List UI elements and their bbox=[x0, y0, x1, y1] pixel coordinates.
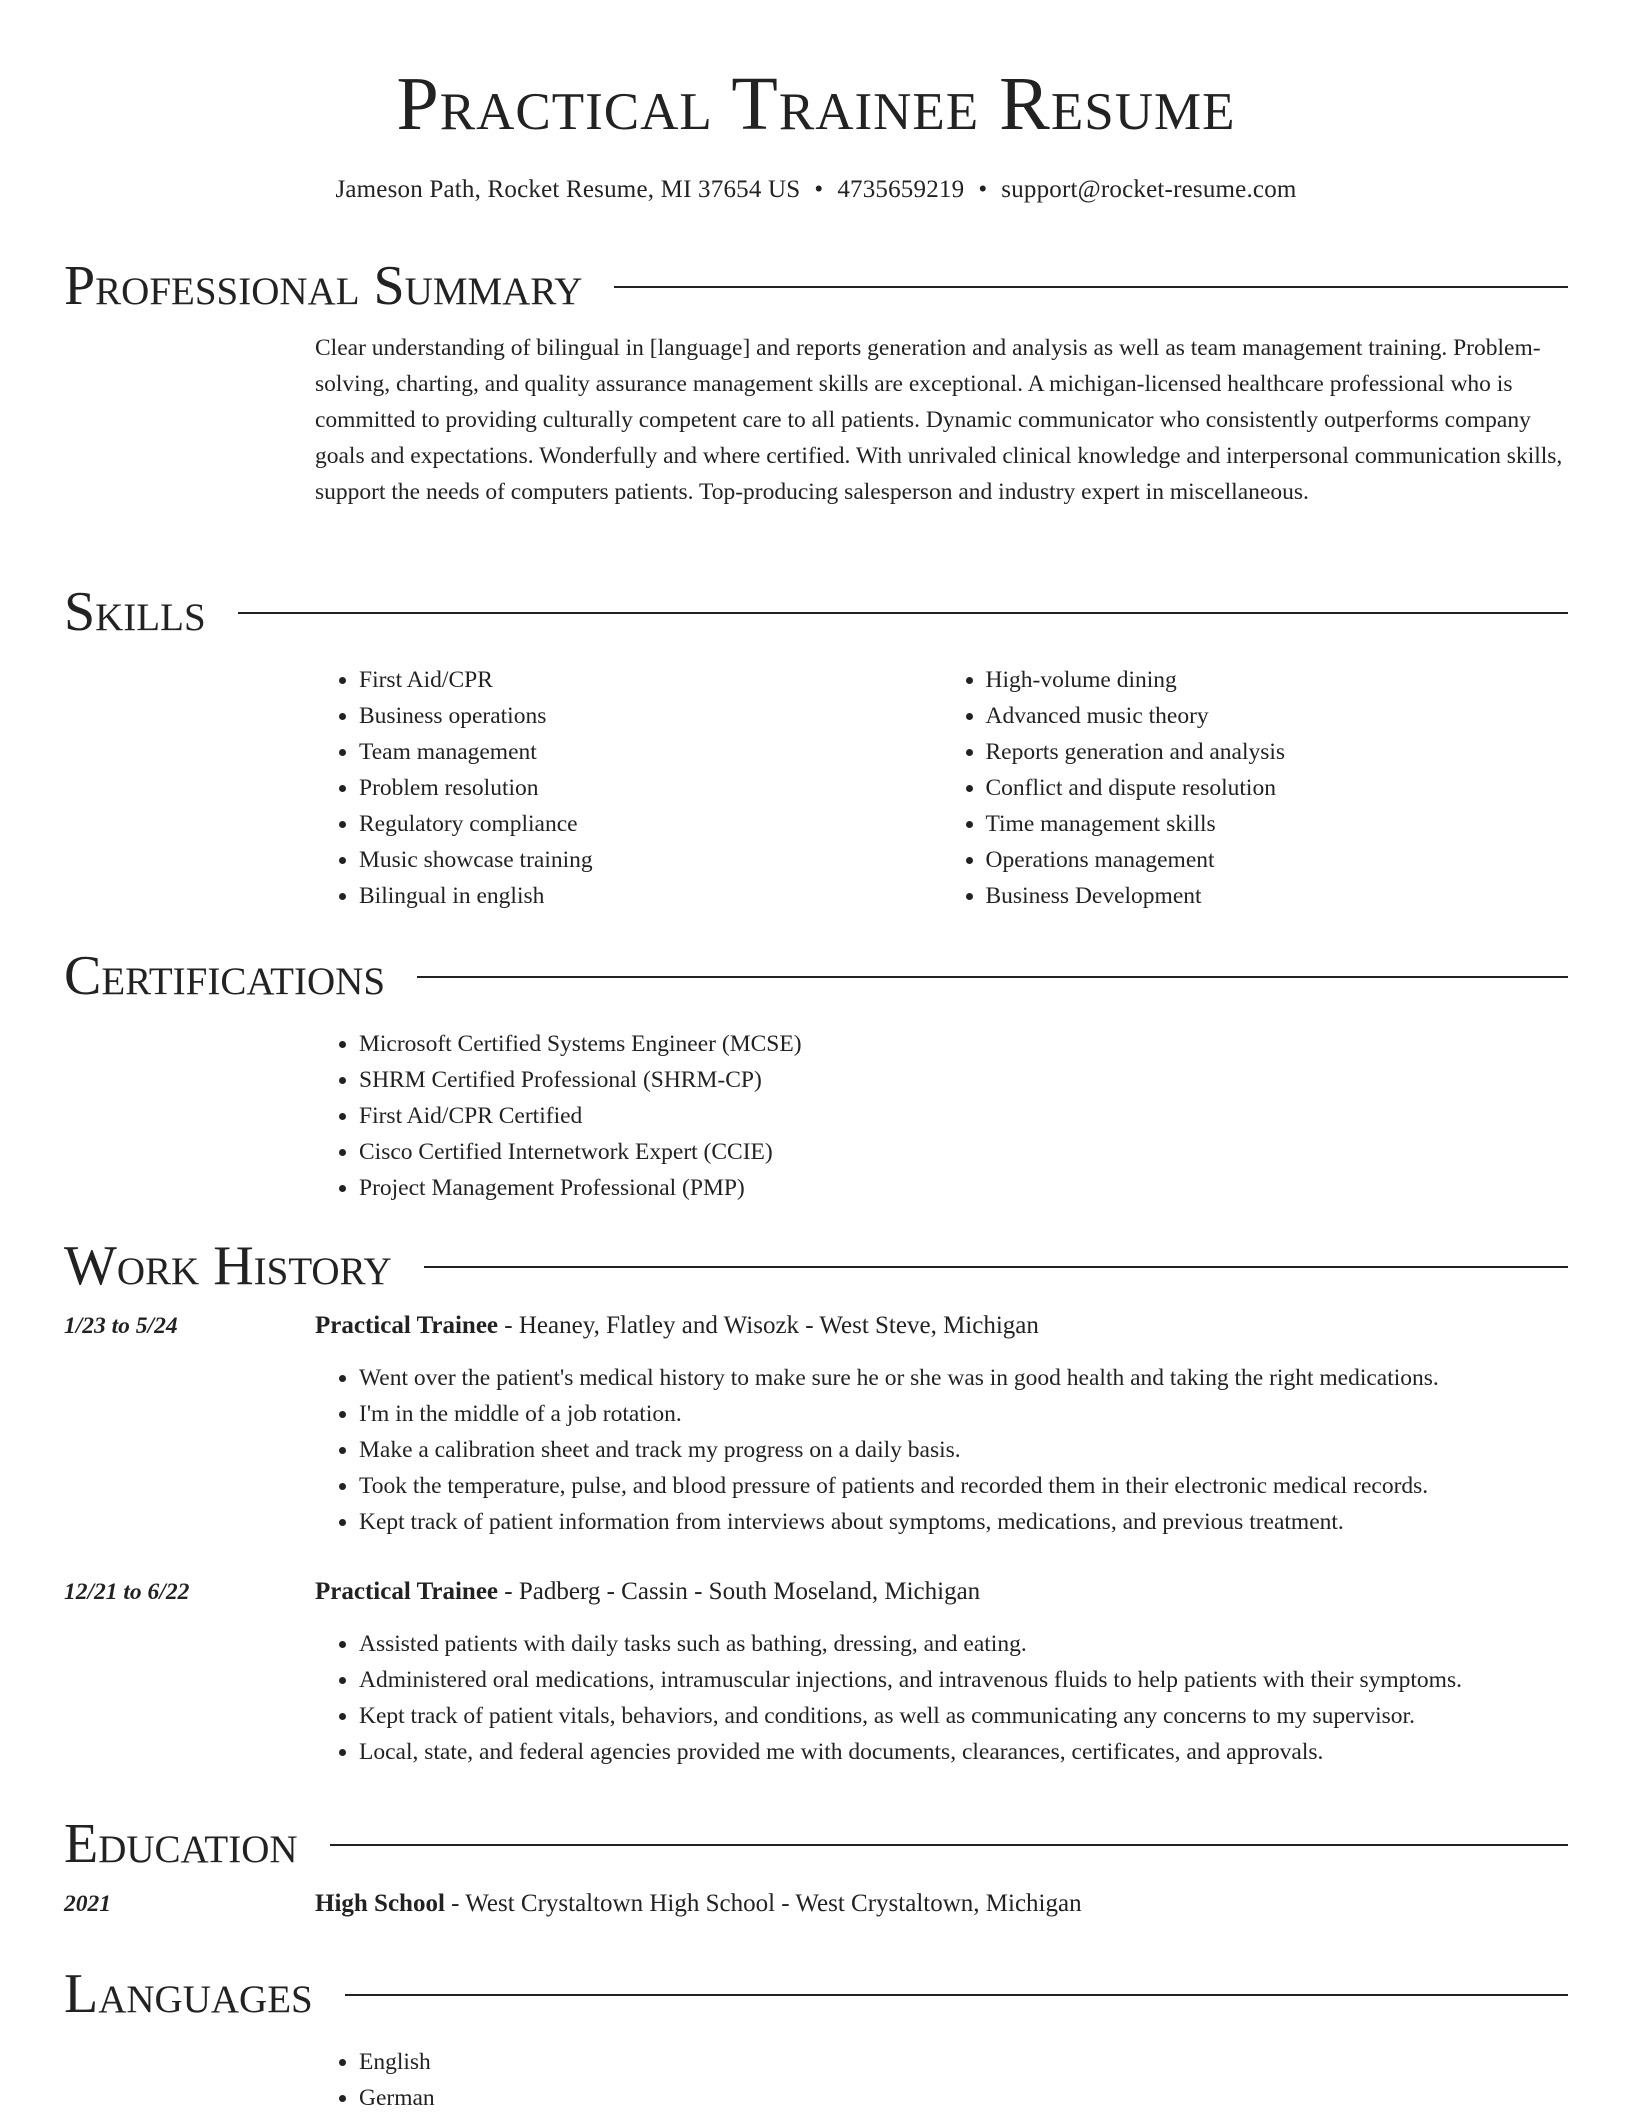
list-item: • Microsoft Certified Systems Engineer (MCSE) bbox=[359, 1026, 1568, 1062]
job-heading bbox=[315, 1574, 980, 1610]
job-dates: 1/23 to 5/24 bbox=[64, 1313, 178, 1339]
list-item: • Advanced music theory bbox=[986, 698, 1569, 734]
skills-list-left bbox=[315, 662, 942, 914]
address: Jameson Path, Rocket Resume, MI 37654 US bbox=[335, 176, 801, 203]
section-title: Work History bbox=[64, 1235, 392, 1297]
job-header bbox=[64, 1574, 1568, 1610]
work-history-section bbox=[64, 1236, 1568, 1770]
job-header bbox=[64, 1308, 1568, 1344]
contact-line bbox=[0, 174, 1632, 206]
section-header bbox=[64, 1964, 1568, 2024]
skills-section bbox=[64, 582, 1568, 914]
list-item: • Took the temperature, pulse, and blood pressure of patients and recorded them in their electronic medical records. bbox=[359, 1468, 1568, 1504]
phone: 4735659219 bbox=[837, 176, 965, 203]
job-title: Practical Trainee bbox=[315, 1578, 499, 1605]
job-employer: - Padberg - Cassin - South Moseland, Michigan bbox=[498, 1578, 981, 1605]
list-item: • English bbox=[359, 2044, 1568, 2080]
resume-title: Practical Trainee Resume bbox=[396, 62, 1236, 146]
list-item: • Business operations bbox=[359, 698, 942, 734]
list-item: • High-volume dining bbox=[986, 662, 1569, 698]
section-divider bbox=[345, 1994, 1568, 1996]
certifications-section bbox=[64, 946, 1568, 1206]
list-item: • Kept track of patient vitals, behaviors, and conditions, as well as communicating any concerns to my supervisor. bbox=[359, 1698, 1568, 1734]
section-header bbox=[64, 1236, 1568, 1296]
job-entry bbox=[64, 1574, 1568, 1770]
list-item: • Local, state, and federal agencies provided me with documents, clearances, certificates, and approvals. bbox=[359, 1734, 1568, 1770]
list-item: • Problem resolution bbox=[359, 770, 942, 806]
languages-list bbox=[315, 2044, 1568, 2116]
list-item: • First Aid/CPR Certified bbox=[359, 1098, 1568, 1134]
list-item: • Team management bbox=[359, 734, 942, 770]
section-header bbox=[64, 582, 1568, 642]
section-title: Skills bbox=[64, 581, 206, 643]
list-item: • SHRM Certified Professional (SHRM-CP) bbox=[359, 1062, 1568, 1098]
list-item: • Bilingual in english bbox=[359, 878, 942, 914]
education-section bbox=[64, 1814, 1568, 1922]
list-item: • Cisco Certified Internetwork Expert (CCIE) bbox=[359, 1134, 1568, 1170]
list-item: • Music showcase training bbox=[359, 842, 942, 878]
list-item: • Reports generation and analysis bbox=[986, 734, 1569, 770]
section-divider bbox=[330, 1844, 1568, 1846]
job-bullets bbox=[315, 1626, 1568, 1770]
list-item: • Make a calibration sheet and track my progress on a daily basis. bbox=[359, 1432, 1568, 1468]
separator-dot: • bbox=[978, 176, 988, 203]
section-title: Education bbox=[64, 1813, 298, 1875]
education-year: 2021 bbox=[64, 1891, 111, 1917]
section-divider bbox=[614, 286, 1568, 288]
list-item: • Time management skills bbox=[986, 806, 1569, 842]
job-heading bbox=[315, 1308, 1039, 1344]
list-item: • Regulatory compliance bbox=[359, 806, 942, 842]
job-bullets bbox=[315, 1360, 1568, 1540]
job-employer: - Heaney, Flatley and Wisozk - West Steve, Michigan bbox=[498, 1312, 1039, 1339]
section-title: Languages bbox=[64, 1963, 313, 2025]
section-title: Professional Summary bbox=[64, 255, 583, 317]
job-dates: 12/21 to 6/22 bbox=[64, 1579, 190, 1605]
section-title: Certifications bbox=[64, 945, 386, 1007]
skills-list-right bbox=[942, 662, 1569, 914]
list-item: • Went over the patient's medical history to make sure he or she was in good health and taking the right medications. bbox=[359, 1360, 1568, 1396]
languages-section bbox=[64, 1964, 1568, 2116]
list-item: • Operations management bbox=[986, 842, 1569, 878]
section-divider bbox=[238, 612, 1568, 614]
list-item: • German bbox=[359, 2080, 1568, 2116]
section-header bbox=[64, 946, 1568, 1006]
list-item: • Assisted patients with daily tasks such as bathing, dressing, and eating. bbox=[359, 1626, 1568, 1662]
list-item: • Project Management Professional (PMP) bbox=[359, 1170, 1568, 1206]
education-heading bbox=[315, 1886, 1082, 1922]
education-entry bbox=[64, 1886, 1568, 1922]
job-entry bbox=[64, 1308, 1568, 1540]
list-item: • Kept track of patient information from interviews about symptoms, medications, and previous treatment. bbox=[359, 1504, 1568, 1540]
summary-text: Clear understanding of bilingual in [language] and reports generation and analysis as well as team management training. Problem-solving, charting, and quality assurance management skills are exceptional. A michigan-licensed healthcare professional who is committed to providing culturally competent care to all patients. Dynamic communicator who consistently outperforms company goals and expectations. Wonderfully and where certified. With unrivaled clinical knowledge and interpersonal communication skills, support the needs of computers patients. Top-producing salesperson and industry expert in miscellaneous. bbox=[315, 335, 1563, 505]
list-item: • Administered oral medications, intramuscular injections, and intravenous fluids to help patients with their symptoms. bbox=[359, 1662, 1568, 1698]
education-school: - West Crystaltown High School - West Crystaltown, Michigan bbox=[444, 1890, 1082, 1917]
section-header bbox=[64, 1814, 1568, 1874]
separator-dot: • bbox=[814, 176, 824, 203]
job-title: Practical Trainee bbox=[315, 1312, 499, 1339]
list-item: • Business Development bbox=[986, 878, 1569, 914]
section-header bbox=[64, 256, 1568, 316]
list-item: • First Aid/CPR bbox=[359, 662, 942, 698]
list-item: • I'm in the middle of a job rotation. bbox=[359, 1396, 1568, 1432]
section-divider bbox=[424, 1266, 1568, 1268]
education-degree: High School bbox=[315, 1890, 445, 1917]
section-divider bbox=[417, 976, 1568, 978]
skills-columns bbox=[315, 662, 1568, 914]
certifications-list bbox=[315, 1026, 1568, 1206]
summary-section bbox=[64, 256, 1568, 510]
email: support@rocket-resume.com bbox=[1001, 176, 1297, 203]
list-item: • Conflict and dispute resolution bbox=[986, 770, 1569, 806]
